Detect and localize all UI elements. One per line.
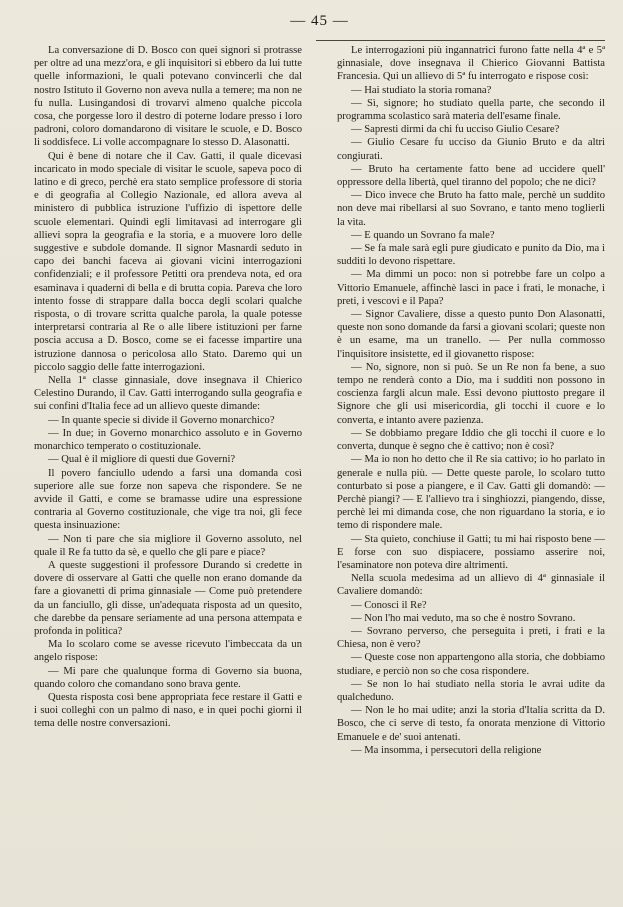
paragraph: — Hai studiato la storia romana?: [351, 84, 492, 96]
paragraph: — Sì, signore; ho studiato quella parte, che secondo il programma scolastico sarà materia dell'esame finale.: [337, 97, 605, 123]
paragraph: — Ma insomma, i persecutori della religione: [351, 744, 542, 756]
right-column: [337, 40, 605, 757]
paragraph: Le interrogazioni più ingannatrici furono fatte nella 4ª e 5ª ginnasiale, dove insegnava il Chierico Giovanni Battista Francesia. Qui un allievo di 5ª fu interrogato e rispose così:: [337, 45, 605, 83]
paragraph: Il povero fanciullo udendo a farsi una domanda così superiore alle sue forze non sapeva che rispondere. Se ne avvide il Gatti, e come se bramasse udire una espressione contraria al Governo costituzionale, che vige tra noi, gli fece questa insinuazione:: [34, 467, 302, 532]
paragraph: Nella 1ª classe ginnasiale, dove insegnava il Chierico Celestino Durando, il Cav. Gatti interrogando sulla geografia e sui confini d'Italia fece ad un allievo queste dimande:: [34, 375, 302, 413]
paragraph: — Se fa male sarà egli pure giudicato e punito da Dio, ma i sudditi lo devono rispettare.: [337, 243, 605, 268]
paragraph: Nella scuola medesima ad un allievo di 4ª ginnasiale il Cavaliere domandò:: [337, 573, 605, 598]
paragraph: — Sta quieto, conchiuse il Gatti; tu mi hai risposto bene — E forse con suo dispiacere, possiamo asserire noi, l'esaminatore non poteva dire altrimenti.: [337, 533, 605, 571]
paragraph: — No, signore, non si può. Se un Re non fa bene, a suo tempo ne renderà conto a Dio, ma i sudditi non possono in coscienza fargli alcun male. Essi devono piuttosto pregare il Signore che gli usi misericordia, gli tocchi il cuore e lo converta, e intanto avere pazienza.: [337, 361, 605, 426]
paragraph: — Bruto ha certamente fatto bene ad uccidere quell' oppressore della libertà, quel tiranno del popolo; che ne dici?: [337, 163, 605, 189]
paragraph: — In quante specie si divide il Governo monarchico?: [48, 414, 275, 426]
text-columns: [34, 40, 605, 757]
paragraph: Qui è bene di notare che il Cav. Gatti, il quale dicevasi incaricato in modo speciale di visitar le scuole, sapeva poco di latino e di greco, perchè era stato semplice professore di storia e di geografia al Collegio Nazionale, ed allora aveva al ministero di pubblica istruzione l'uffizio di ispettore delle scuole elementari. Quindi egli limitavasi ad interrogare gli allievi sopra la geografia e la storia, e a muovere loro delle suggestive e subdole domande. Il signor Masnardi seduto in capo dei banchi faceva ai giovani vicini interrogazioni confidenziali; e il professore Petitti ora prendeva nota, ed ora esaminava i quaderni di bella e di brutta copia. Pareva che loro intento fosse di strappare dalla bocca degli scolari qualche risposta, o di trovare scritta qualche parola, la quale potesse interpretarsi contraria al Re o alle libere istituzioni per farne poscia accusa a D. Bosco, come se ei facesse impartire una istruzione dannosa o pericolosa allo Stato. Daremo qui un piccolo saggio delle fatte interrogazioni.: [34, 150, 302, 373]
paragraph: — Signor Cavaliere, disse a questo punto Don Alasonatti, queste non sono domande da farsi a giovani scolari; queste non è un esame, ma un tranello. — Per nulla commosso l'inquisitore insistette, ed il giovanetto rispose:: [337, 309, 605, 360]
paragraph: Questa risposta così bene appropriata fece restare il Gatti e i suoi colleghi con un palmo di naso, e in quei pochi giorni il tema delle nostre conversazioni.: [34, 691, 302, 730]
page-header: [34, 12, 605, 36]
paragraph: — In due; in Governo monarchico assoluto e in Governo monarchico temperato o costituzionale.: [34, 427, 302, 453]
paragraph: — Mi pare che qualunque forma di Governo sia buona, quando coloro che comandano sono brava gente.: [34, 665, 302, 690]
paragraph: — Non ti pare che sia migliore il Governo assoluto, nel quale il Re fa tutto da sè, e quello che gli pare e piace?: [34, 533, 302, 558]
paragraph: — Giulio Cesare fu ucciso da Giunio Bruto e da altri congiurati.: [337, 137, 605, 162]
paragraph: — E quando un Sovrano fa male?: [351, 229, 495, 241]
paragraph: — Non l'ho mai veduto, ma so che è nostro Sovrano.: [351, 612, 576, 624]
header-rule: [316, 40, 605, 41]
paragraph: — Dico invece che Bruto ha fatto male, perchè un suddito non deve mai ribellarsi al suo Sovrano, e tanto meno toglierli la vita.: [337, 190, 605, 228]
paragraph: A queste suggestioni il professore Durando si credette in dovere di osservare al Gatti che quelle non erano domande da fare a giovanetti di prima ginnasiale — Come può pretendere da un fanciullo, gli disse, un'adequata risposta ad un quesito, che darebbe da pensare seriamente ad una persona attempata e profonda in politica?: [34, 559, 302, 637]
paragraph: — Ma dimmi un poco: non si potrebbe fare un colpo a Vittorio Emanuele, affinchè lasci in pace i frati, le monache, i preti, i vescovi e il Papa?: [337, 269, 605, 307]
paragraph: — Sapresti dirmi da chi fu ucciso Giulio Cesare?: [351, 124, 560, 136]
paragraph: — Ma io non ho detto che il Re sia cattivo; io ho parlato in generale e nulla più. — Dette queste parole, lo scolaro tutto conturbato si pose a piangere, e il Cav. Gatti gli domandò: — Perchè piangi? — E l'allievo tra i singhiozzi, piangendo, disse, perchè lei mi dimanda cose, che non riguardano la storia, e io temo di rispondere male.: [337, 454, 605, 532]
paragraph: — Se non lo hai studiato nella storia le avrai udite da qualcheduno.: [337, 678, 605, 703]
paragraph: — Non le ho mai udite; anzi la storia d'Italia scritta da D. Bosco, che ci serve di testo, fa onorata menzione di Vittorio Emanuele e de' suoi antenati.: [337, 705, 605, 743]
paragraph: — Queste cose non appartengono alla storia, che dobbiamo studiare, e perciò non so che cosa rispondere.: [337, 652, 605, 677]
paragraph: La conversazione di D. Bosco con quei signori si protrasse per oltre ad una mezz'ora, e gli inquisitori si ebbero da lui tutte quelle informazioni, le quali potevano convincerli che dal nostro Istituto il Governo non aveva nulla a temere; ma non ne fu nulla. Lusingandosi di trovarvi almeno qualche piccola cosa, che porgesse loro il destro di poterne lodare presso i loro padroni, coloro domandarono di visitare le scuole, e D. Bosco li soddisfece. Li volle accompagnare lo stesso D. Alasonatti.: [34, 45, 302, 149]
paragraph: Ma lo scolaro come se avesse ricevuto l'imbeccata da un angelo rispose:: [34, 639, 302, 664]
paragraph: — Se dobbiamo pregare Iddio che gli tocchi il cuore e lo converta, dunque è segno che è cattivo; non è così?: [337, 427, 605, 453]
page-number: — 45 —: [290, 13, 349, 29]
left-column: [34, 40, 302, 757]
paragraph: — Sovrano perverso, che perseguita i preti, i frati e la Chiesa, non è vero?: [337, 625, 605, 651]
paragraph: — Conosci il Re?: [351, 599, 427, 611]
paragraph: — Qual è il migliore di questi due Governi?: [48, 454, 236, 466]
